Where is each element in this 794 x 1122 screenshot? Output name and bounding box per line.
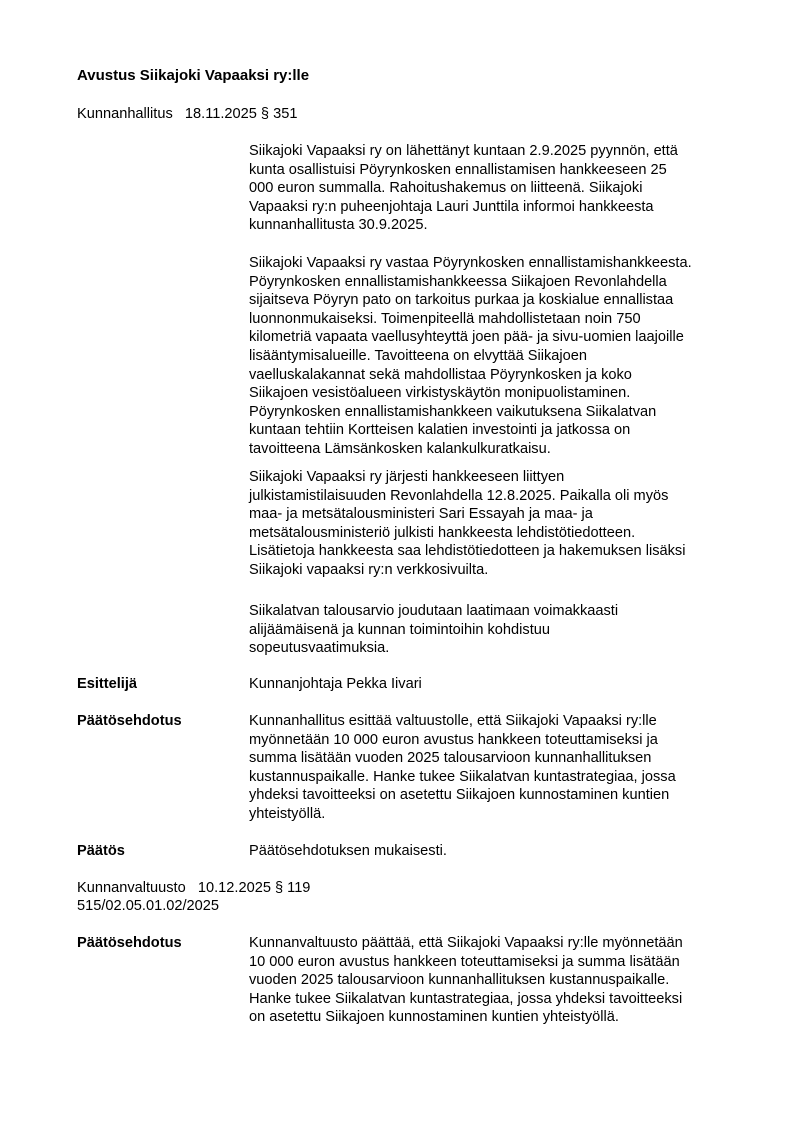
text-line: Päätösehdotuksen mukaisesti. <box>249 843 447 859</box>
text-line: Siikajoki Vapaaksi ry järjesti hankkeeseen liittyen <box>249 469 565 485</box>
paatosehdotus-kh-text <box>249 712 676 824</box>
text-line: luonnonmukaiseksi. Toimenpiteellä mahdollistetaan noin 750 <box>249 310 641 327</box>
text-line: 10 000 euron avustus hankkeen toteuttamiseksi ja summa lisätään <box>249 953 680 970</box>
paatosehdotus-kv-text <box>249 934 683 1027</box>
text-line: myönnetään 10 000 euron avustus hankkeen toteuttamiseksi ja <box>249 731 658 748</box>
text-line: kunta osallistuisi Pöyrynkosken ennallistamisen hankkeeseen 25 <box>249 161 667 178</box>
text-line: Kunnanjohtaja Pekka Iivari <box>249 676 422 692</box>
background-paragraph-3 <box>249 468 685 580</box>
text-line: Siikajoki vapaaksi ry:n verkkosivuilta. <box>249 561 489 578</box>
document-title: Avustus Siikajoki Vapaaksi ry:lle <box>77 67 310 84</box>
esittelija-label: Esittelijä <box>77 676 138 692</box>
background-paragraph-2 <box>249 254 692 459</box>
text-line: tavoitteena Lämsänkosken kalankulkuratkaisu. <box>249 440 551 457</box>
paatosehdotus-kh-label: Päätösehdotus <box>77 713 182 729</box>
text-line: vaelluskalakannat sekä mahdollistaa Pöyrynkosken ja koko <box>249 366 632 383</box>
kunnanhallitus-meeting-ref: Kunnanhallitus 18.11.2025 § 351 <box>77 106 298 122</box>
text-line: Vapaaksi ry:n puheenjohtaja Lauri Junttila informoi hankkeesta <box>249 198 654 215</box>
text-line: Kunnanvaltuusto päättää, että Siikajoki Vapaaksi ry:lle myönnetään <box>249 935 683 951</box>
text-line: alijäämäisenä ja kunnan toimintoihin kohdistuu <box>249 621 550 638</box>
text-line: sijaitseva Pöyryn pato on tarkoitus purkaa ja koskialue ennallistaa <box>249 292 674 309</box>
kunnanvaltuusto-meeting-ref: Kunnanvaltuusto 10.12.2025 § 119 <box>77 880 311 896</box>
paatosehdotus-kv-label: Päätösehdotus <box>77 935 182 951</box>
text-line: Siikajoen vesistöalueen virkistyskäytön monipuolistaminen. <box>249 385 631 402</box>
text-line: kunnanhallitusta 30.9.2025. <box>249 217 428 234</box>
text-line: yhdeksi tavoitteeksi on asetettu Siikajoen kunnostaminen kuntien <box>249 787 670 804</box>
text-line: Kunnanhallitus esittää valtuustolle, että Siikajoki Vapaaksi ry:lle <box>249 713 657 729</box>
paatos-value <box>249 842 447 861</box>
text-line: summa lisätään vuoden 2025 talousarvioon kunnanhallituksen <box>249 750 652 767</box>
text-line: kilometriä vapaata vaellusyhteyttä joen pää- ja sivu-uomien laajoille <box>249 329 684 346</box>
background-paragraph-1 <box>249 142 678 235</box>
text-line: vuoden 2025 talousarvioon kunnanhallituksen kustannuspaikalle. <box>249 972 670 989</box>
text-line: Siikajoki Vapaaksi ry on lähettänyt kuntaan 2.9.2025 pyynnön, että <box>249 143 678 159</box>
text-line: Siikajoki Vapaaksi ry vastaa Pöyrynkosken ennallistamishankkeesta. <box>249 255 692 271</box>
esittelija-value <box>249 675 422 694</box>
text-line: Pöyrynkosken ennallistamishankkeen vaikutuksena Siikalatvan <box>249 403 657 420</box>
text-line: yhteistyöllä. <box>249 805 326 822</box>
text-line: kuntaan tehtiin Kortteisen kalatien investointi ja jatkossa on <box>249 422 631 439</box>
text-line: metsätalousministeriö julkisti hankkeesta lehdistötiedotteen. <box>249 524 636 541</box>
text-line: kustannuspaikalle. Hanke tukee Siikalatvan kuntastrategiaa, jossa <box>249 768 676 785</box>
text-line: Lisätietoja hankkeesta saa lehdistötiedotteen ja hakemuksen lisäksi <box>249 543 686 560</box>
text-line: on asetettu Siikajoen kunnostaminen kuntien yhteistyöllä. <box>249 1009 619 1026</box>
paatos-label: Päätös <box>77 843 125 859</box>
background-paragraph-4 <box>249 602 618 658</box>
text-line: 000 euron summalla. Rahoitushakemus on liitteenä. Siikajoki <box>249 180 643 197</box>
text-line: Pöyrynkosken ennallistamishankkeessa Siikajoen Revonlahdella <box>249 273 667 290</box>
text-line: lisääntymisalueille. Tavoitteena on elvyttää Siikajoen <box>249 347 588 364</box>
record-number: 515/02.05.01.02/2025 <box>77 898 220 914</box>
text-line: sopeutusvaatimuksia. <box>249 640 390 657</box>
text-line: Siikalatvan talousarvio joudutaan laatimaan voimakkaasti <box>249 603 619 619</box>
text-line: maa- ja metsätalousministeri Sari Essayah ja maa- ja <box>249 506 593 523</box>
text-line: Hanke tukee Siikalatvan kuntastrategiaa, jossa yhdeksi tavoitteeksi <box>249 990 683 1007</box>
kunnanvaltuusto-meeting-block <box>77 879 310 915</box>
text-line: julkistamistilaisuuden Revonlahdella 12.8.2025. Paikalla oli myös <box>249 487 669 504</box>
